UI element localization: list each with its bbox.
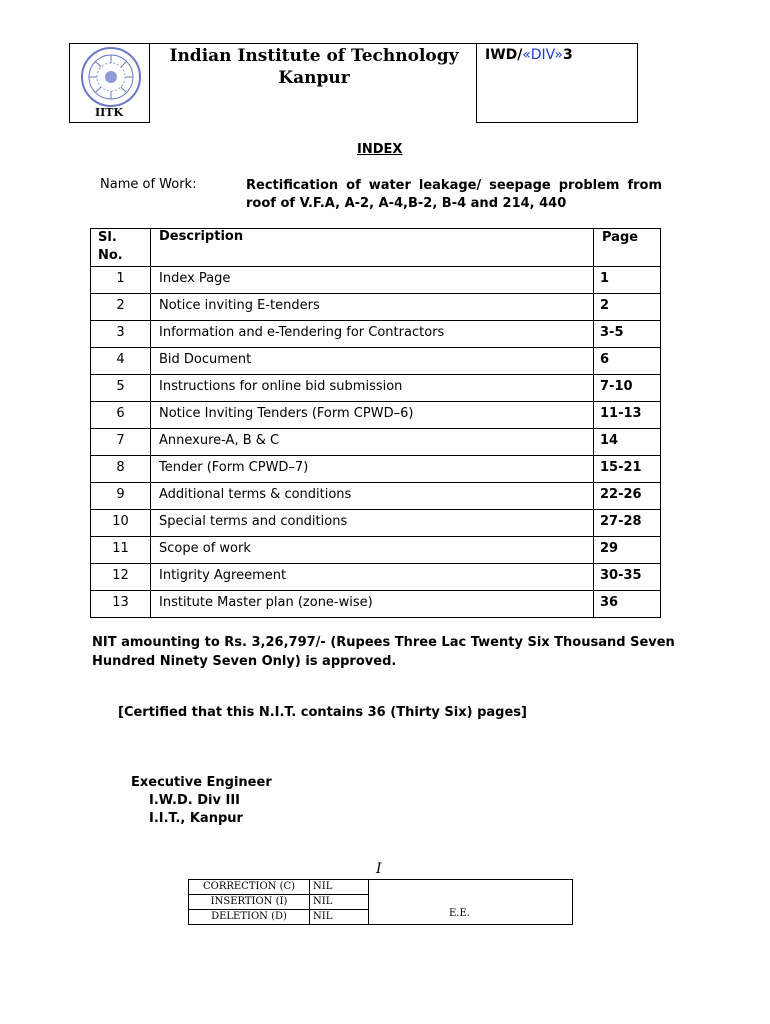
certificate-statement: [Certified that this N.I.T. contains 36 (Thirty Six) pages] [118, 705, 527, 720]
row-sl-no: 1 [91, 267, 151, 294]
row-page: 14 [594, 429, 661, 456]
table-row [91, 267, 661, 294]
row-sl-no: 3 [91, 321, 151, 348]
correction-value: NIL [310, 910, 369, 925]
row-page: 2 [594, 294, 661, 321]
ee-signature-label: E.E. [449, 908, 470, 919]
row-description: Index Page [151, 267, 594, 294]
row-description: Special terms and conditions [151, 510, 594, 537]
row-page: 11-13 [594, 402, 661, 429]
row-description: Scope of work [151, 537, 594, 564]
row-description: Annexure-A, B & C [151, 429, 594, 456]
row-description: Tender (Form CPWD–7) [151, 456, 594, 483]
nit-statement: NIT amounting to Rs. 3,26,797/- (Rupees Three Lac Twenty Six Thousand Seven Hundred Ninety Seven Only) is approved. [92, 635, 675, 669]
row-page: 15-21 [594, 456, 661, 483]
row-sl-no: 11 [91, 537, 151, 564]
table-row [91, 294, 661, 321]
table-row [91, 348, 661, 375]
row-sl-no: 10 [91, 510, 151, 537]
table-row [91, 429, 661, 456]
header-page: Page [594, 229, 661, 267]
correction-label: INSERTION (I) [189, 895, 310, 910]
row-page: 22-26 [594, 483, 661, 510]
institute-name-line2: Kanpur [278, 68, 350, 88]
page-title: INDEX [357, 142, 403, 157]
table-row [91, 510, 661, 537]
index-table-header [91, 229, 661, 267]
header-sl-line1: Sl. [98, 230, 117, 245]
index-table [90, 228, 661, 618]
row-page: 6 [594, 348, 661, 375]
correction-value: NIL [310, 880, 369, 895]
code-suffix: 3 [563, 47, 573, 63]
row-description: Information and e-Tendering for Contractors [151, 321, 594, 348]
table-row [91, 375, 661, 402]
row-sl-no: 4 [91, 348, 151, 375]
institute-name-line1: Indian Institute of Technology [169, 46, 459, 66]
header-sl-line2: No. [98, 248, 123, 263]
table-row [91, 456, 661, 483]
signatory-institute: I.I.T., Kanpur [149, 811, 243, 826]
row-sl-no: 6 [91, 402, 151, 429]
row-page: 3-5 [594, 321, 661, 348]
row-description: Intigrity Agreement [151, 564, 594, 591]
row-description: Institute Master plan (zone-wise) [151, 591, 594, 618]
signature-cell [369, 880, 573, 925]
logo-caption: IITK [94, 106, 124, 119]
correction-label: DELETION (D) [189, 910, 310, 925]
row-sl-no: 12 [91, 564, 151, 591]
correction-row [189, 880, 573, 895]
table-row [91, 402, 661, 429]
code-merge-field: «DIV» [522, 47, 563, 63]
signatory-title: Executive Engineer [131, 775, 272, 790]
code-prefix: IWD/ [485, 47, 523, 63]
row-page: 30-35 [594, 564, 661, 591]
row-sl-no: 5 [91, 375, 151, 402]
table-row [91, 537, 661, 564]
row-description: Additional terms & conditions [151, 483, 594, 510]
correction-label: CORRECTION (C) [189, 880, 310, 895]
iitk-seal-icon [80, 46, 142, 108]
row-page: 27-28 [594, 510, 661, 537]
table-row [91, 591, 661, 618]
table-row [91, 483, 661, 510]
signatory-division: I.W.D. Div III [149, 793, 241, 808]
header-sl-no [91, 229, 151, 267]
document-code [485, 47, 573, 63]
row-description: Instructions for online bid submission [151, 375, 594, 402]
row-description: Notice inviting E-tenders [151, 294, 594, 321]
row-page: 29 [594, 537, 661, 564]
header-description: Description [151, 229, 594, 267]
row-page: 1 [594, 267, 661, 294]
row-page: 36 [594, 591, 661, 618]
name-of-work-label: Name of Work: [100, 177, 197, 192]
row-description: Bid Document [151, 348, 594, 375]
table-row [91, 564, 661, 591]
italic-mark: I [376, 861, 382, 877]
row-page: 7-10 [594, 375, 661, 402]
correction-value: NIL [310, 895, 369, 910]
signatory-block [131, 774, 272, 828]
correction-table [188, 879, 573, 925]
row-description: Notice Inviting Tenders (Form CPWD–6) [151, 402, 594, 429]
institute-name [152, 45, 476, 89]
row-sl-no: 2 [91, 294, 151, 321]
name-of-work-value: Rectification of water leakage/ seepage problem from roof of V.F.A, A-2, A-4,B-2, B-4 and 214, 440 [246, 178, 662, 211]
table-row [91, 321, 661, 348]
row-sl-no: 9 [91, 483, 151, 510]
row-sl-no: 8 [91, 456, 151, 483]
row-sl-no: 13 [91, 591, 151, 618]
row-sl-no: 7 [91, 429, 151, 456]
